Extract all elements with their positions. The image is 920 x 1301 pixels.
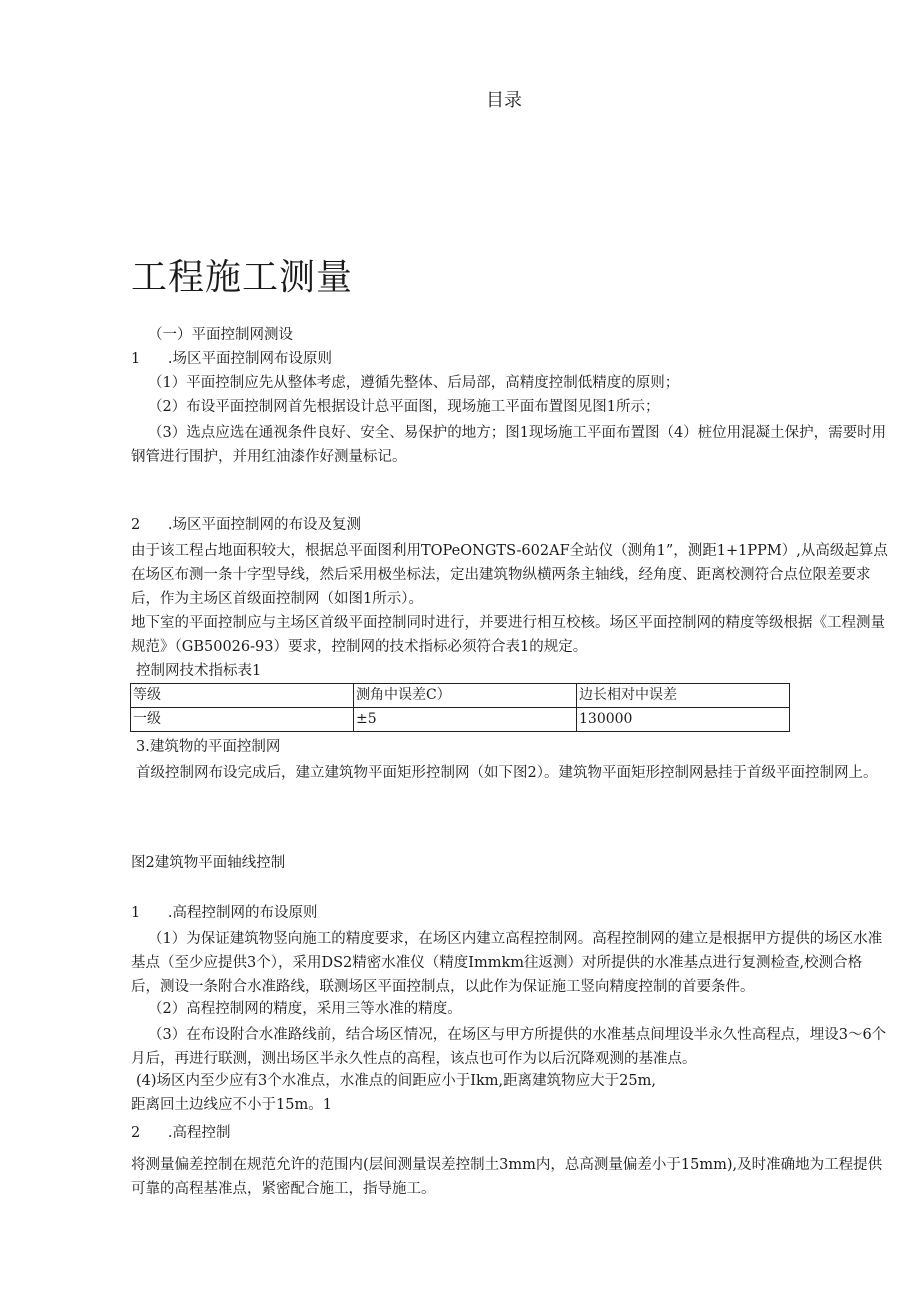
table-cell: 130000 [577, 708, 790, 732]
paragraph-plane-layout-2: 地下室的平面控制应与主场区首级平面控制同时进行，并要进行相互校核。场区平面控制网的精度等级根据《工程测量规范》（GB50026-93）要求，控制网的技术指标必须符合表1的规定。 [131, 615, 885, 655]
control-network-table [130, 683, 790, 732]
table-cell: ±5 [354, 708, 577, 732]
paragraph-elevation-principle-4a: (4)场区内至少应有3个水准点，水准点的间距应小于Ikm,距离建筑物应大于25m, [136, 1073, 656, 1089]
table-caption: 控制网技术指标表1 [136, 663, 262, 679]
figure-2-caption: 图2建筑物平面轴线控制 [131, 855, 286, 871]
document-title: 工程施工测量 [131, 257, 354, 298]
paragraph-plane-principle-3: （3）选点应选在通视条件良好、安全、易保护的地方；图1现场施工平面布置图（4）桩位用混凝土保护，需要时用钢管进行围护，并用红油漆作好测量标记。 [131, 425, 887, 465]
table-header-row [131, 684, 790, 708]
paragraph-plane-layout-1: 由于该工程占地面积较大，根据总平面图利用TOPeONGTS-602AF全站仪（测角1”，测距1+1PPM）,从高级起算点在场区布测一条十字型导线，然后采用极坐标法，定出建筑物纵横两条主轴线，经角度、距离校测符合点位限差要求后，作为主场区首级面控制网（如图1所示）。 [131, 543, 888, 607]
table-header-cell: 等级 [131, 684, 354, 708]
toc-title: 目录 [486, 90, 522, 111]
paragraph-elevation-principle-2: （2）高程控制网的精度，采用三等水准的精度。 [148, 1001, 462, 1017]
paragraph-elevation-control: 将测量偏差控制在规范允许的范围内(层间测量误差控制土3mm内，总高测量偏差小于15mm),及时准确地为工程提供可靠的高程基准点，紧密配合施工，指导施工。 [131, 1157, 883, 1197]
table-header-cell: 边长相对中误差 [577, 684, 790, 708]
subheading-plane-principles: 1 .场区平面控制网布设原则 [131, 351, 332, 367]
subheading-building-plane: 3.建筑物的平面控制网 [136, 739, 281, 755]
subheading-elevation-control: 2 .高程控制 [131, 1125, 231, 1141]
paragraph-plane-principle-1: （1）平面控制应先从整体考虑，遵循先整体、后局部，高精度控制低精度的原则； [148, 375, 680, 391]
table-row [131, 708, 790, 732]
paragraph-plane-principle-2: （2）布设平面控制网首先根据设计总平面图，现场施工平面布置图见图1所示； [148, 399, 660, 415]
paragraph-elevation-principle-1: （1）为保证建筑物竖向施工的精度要求，在场区内建立高程控制网。高程控制网的建立是根据甲方提供的场区水准基点（至少应提供3个），采用DS2精密水准仪（精度Immkm往返测）对所提供的水准基点进行复测检查,校测合格后，测设一条附合水准路线，联测场区平面控制点，以此作为保证施工竖向精度控制的首要条件。 [131, 931, 883, 995]
paragraph-building-plane: 首级控制网布设完成后，建立建筑物平面矩形控制网（如下图2）。建筑物平面矩形控制网悬挂于首级平面控制网上。 [136, 765, 878, 781]
table-header-cell: 测角中误差C） [354, 684, 577, 708]
table-cell: 一级 [131, 708, 354, 732]
paragraph-elevation-principle-3: （3）在布设附合水准路线前，结合场区情况，在场区与甲方所提供的水准基点间埋设半永久性高程点，埋设3～6个月后，再进行联测，测出场区半永久性点的高程，该点也可作为以后沉降观测的基准点。 [131, 1027, 887, 1067]
subheading-plane-layout: 2 .场区平面控制网的布设及复测 [131, 517, 361, 533]
subheading-elevation-principles: 1 .高程控制网的布设原则 [131, 905, 318, 921]
paragraph-elevation-principle-4b: 距离回土边线应不小于15m。1 [131, 1097, 332, 1113]
section-heading-plane-control: （一）平面控制网测设 [148, 327, 293, 343]
